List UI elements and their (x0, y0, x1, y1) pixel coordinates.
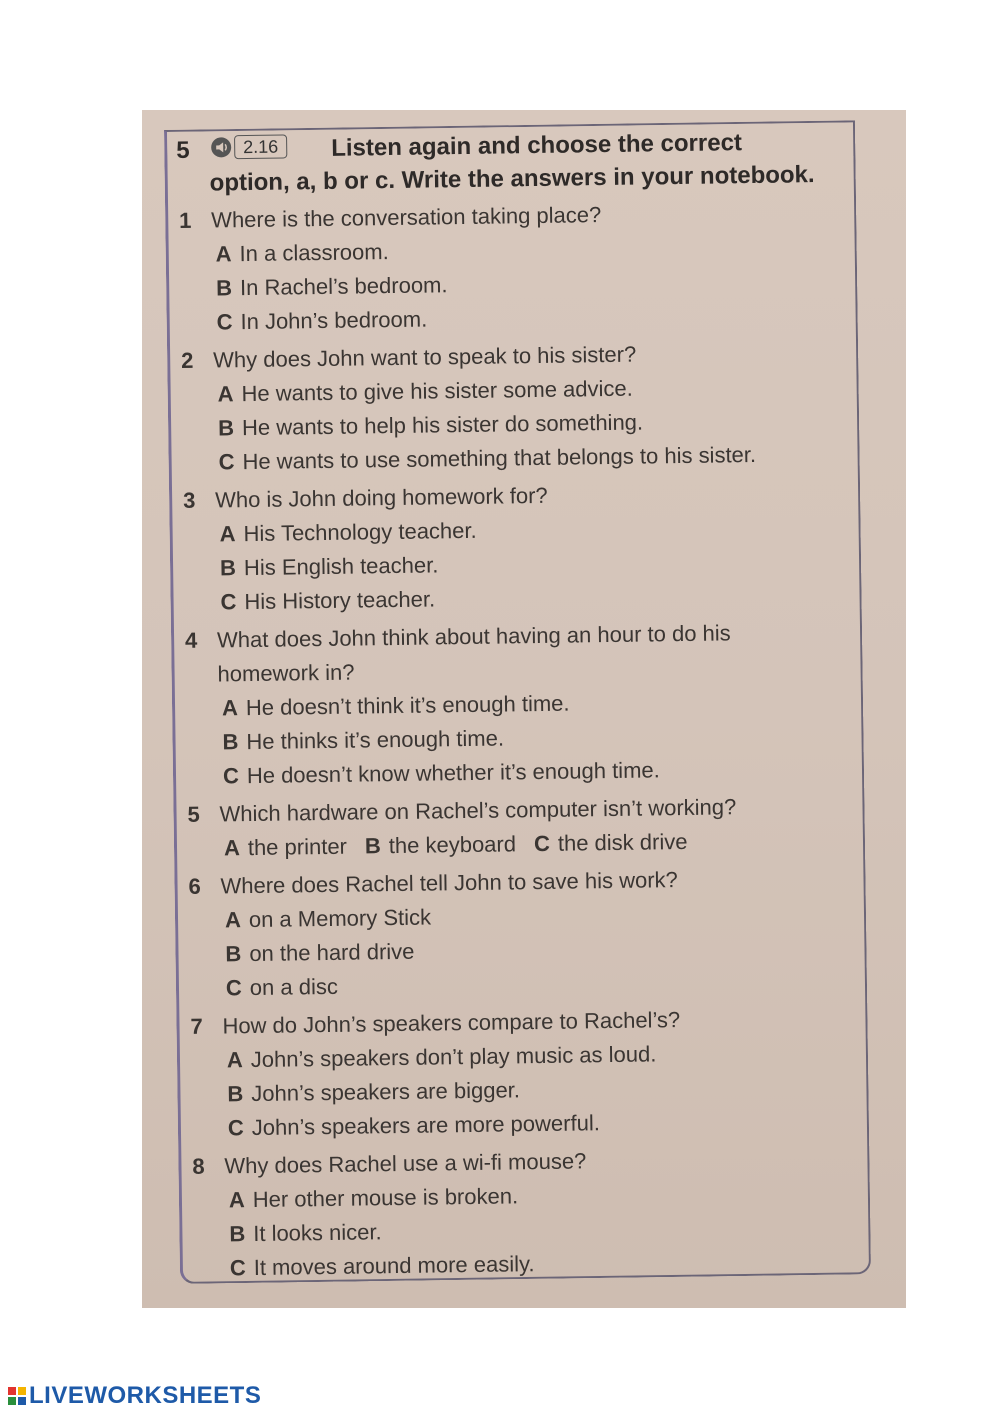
question-number: 2 (180, 347, 194, 373)
option-text: on the hard drive (249, 938, 415, 967)
option-text: the disk drive (557, 828, 688, 856)
option-letter: A (224, 907, 242, 933)
logo-square (18, 1387, 26, 1395)
option-letter: B (229, 1221, 246, 1247)
exercise-instruction: Listen again and choose the correct option, a, b or c. Write the answers in your notebook. (209, 129, 815, 197)
question-text: Who is John doing homework for? (214, 482, 548, 513)
option-letter: B (219, 555, 237, 581)
option-letter: C (229, 1255, 246, 1281)
option-letter: B (227, 1081, 244, 1107)
option-text: He wants to help his sister do something. (241, 409, 644, 441)
option-text: John’s speakers don’t play music as loud. (250, 1041, 657, 1073)
option-letter: B (222, 729, 239, 755)
worksheet-photo (142, 110, 906, 1308)
option-text: His Technology teacher. (243, 517, 477, 547)
option-text: His History teacher. (244, 586, 436, 615)
question-number: 8 (192, 1153, 205, 1179)
question-text: How do John’s speakers compare to Rachel’s? (222, 1007, 681, 1039)
option-text: Her other mouse is broken. (252, 1183, 519, 1213)
option-letter: C (218, 449, 235, 475)
audio-track[interactable] (210, 134, 287, 159)
logo-square (8, 1387, 16, 1395)
question-number: 6 (188, 873, 201, 899)
option-text: He doesn’t think it’s enough time. (245, 690, 570, 721)
option-text: In Rachel’s bedroom. (239, 272, 448, 301)
option-letter: C (216, 309, 233, 335)
option-text: on a Memory Stick (248, 904, 432, 933)
question-text: What does John think about having an hour to do his homework in? (216, 620, 731, 687)
option-letter: A (223, 835, 241, 861)
option-text: He wants to use something that belongs to his sister. (242, 441, 757, 475)
question-text: Why does Rachel use a wi-fi mouse? (224, 1148, 587, 1179)
option-letter: A (217, 381, 234, 407)
option-text: John’s speakers are more powerful. (251, 1110, 601, 1141)
logo-square (18, 1397, 26, 1405)
option-letter: A (226, 1047, 243, 1073)
answer-option[interactable] (224, 834, 347, 861)
question-number: 7 (190, 1013, 203, 1039)
exercise-content (176, 125, 842, 1286)
question-text: Which hardware on Rachel’s computer isn’t working? (219, 794, 737, 827)
question-text: Why does John want to speak to his sister? (212, 341, 637, 373)
option-text: the keyboard (388, 831, 517, 859)
option-letter: C (225, 975, 242, 1001)
option-text: the printer (247, 833, 348, 861)
option-text: It looks nicer. (253, 1219, 382, 1247)
option-text: He thinks it’s enough time. (246, 725, 505, 755)
option-text: In John’s bedroom. (240, 306, 428, 335)
answer-option[interactable] (534, 829, 688, 856)
question-line (183, 615, 834, 692)
exercise-number: 5 (176, 136, 190, 164)
question-item (177, 195, 829, 340)
question-text: Where is the conversation taking place? (211, 202, 602, 233)
question-number: 4 (184, 627, 198, 653)
option-letter: B (364, 833, 381, 859)
exercise-header (176, 125, 827, 200)
option-text: on a disc (249, 973, 339, 1001)
logo-square (8, 1397, 16, 1405)
option-letter: B (225, 941, 242, 967)
question-list (177, 195, 842, 1286)
option-letter: C (533, 830, 551, 857)
option-letter: C (227, 1115, 244, 1141)
question-text: Where does Rachel tell John to save his work? (220, 867, 678, 899)
track-number: 2.16 (234, 134, 287, 159)
option-letter: B (217, 415, 235, 441)
question-item (179, 335, 831, 480)
question-number: 3 (182, 487, 196, 513)
brand-footer (8, 1382, 261, 1410)
option-letter: A (215, 241, 232, 267)
option-text: It moves around more easily. (253, 1251, 535, 1281)
question-item (186, 861, 838, 1006)
option-text: He doesn’t know whether it’s enough time. (246, 757, 660, 789)
question-item (181, 475, 833, 620)
option-letter: C (220, 589, 237, 615)
option-letter: A (221, 695, 239, 721)
option-text: John’s speakers are bigger. (251, 1077, 521, 1107)
option-text: He wants to give his sister some advice. (241, 375, 633, 407)
question-item (190, 1141, 842, 1286)
option-letter: A (228, 1187, 245, 1213)
speaker-icon (210, 136, 232, 158)
brand-name: LIVEWORKSHEETS (29, 1382, 262, 1409)
option-text: In a classroom. (239, 239, 389, 267)
option-letter: B (215, 275, 233, 301)
option-letter: C (222, 763, 240, 789)
question-number: 1 (179, 207, 192, 233)
option-letter: A (219, 521, 236, 547)
question-item (183, 615, 835, 794)
question-item (185, 789, 836, 866)
answer-option[interactable] (365, 831, 516, 858)
option-text: His English teacher. (243, 552, 439, 581)
question-number: 5 (187, 801, 200, 827)
brand-logo-icon (8, 1387, 26, 1405)
question-item (188, 1001, 840, 1146)
